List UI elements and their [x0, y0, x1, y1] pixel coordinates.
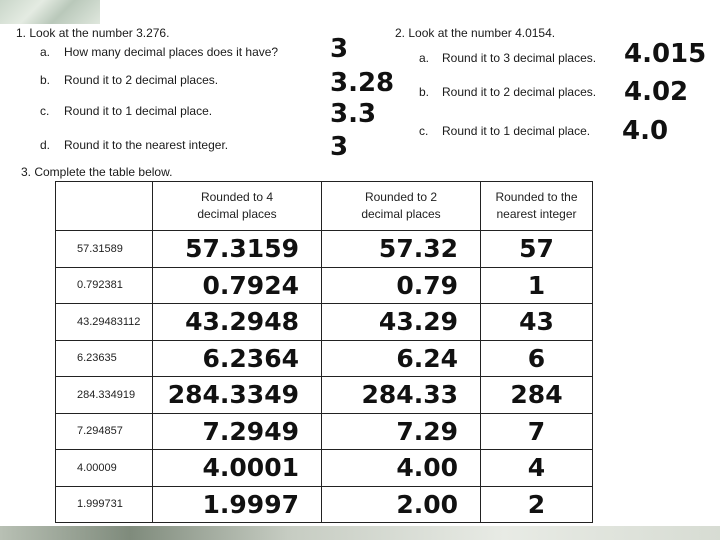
rounded-2dp-cell: 7.29	[322, 413, 481, 450]
q1c-label: c.	[40, 104, 50, 118]
q1d-label: d.	[40, 138, 51, 152]
rounded-integer-cell: 6	[481, 340, 593, 377]
given-number-cell: 284.334919	[56, 377, 153, 414]
rounded-4dp-cell: 7.2949	[153, 413, 322, 450]
q2b-answer: 4.02	[624, 77, 689, 107]
rounded-integer-cell: 43	[481, 304, 593, 341]
table-header-row	[56, 182, 593, 231]
table-row	[56, 486, 593, 523]
rounded-4dp-cell: 4.0001	[153, 450, 322, 487]
given-number-cell: 4.00009	[56, 450, 153, 487]
rounded-2dp-cell: 0.79	[322, 267, 481, 304]
given-number-cell: 43.29483112	[56, 304, 153, 341]
q1b-answer: 3.28	[330, 68, 395, 98]
rounded-integer-cell: 284	[481, 377, 593, 414]
header-4dp-text: Rounded to 4 decimal places	[197, 190, 277, 221]
bottom-decorative-bar	[0, 526, 720, 540]
q3-prompt: 3. Complete the table below.	[21, 165, 173, 179]
rounded-2dp-cell: 6.24	[322, 340, 481, 377]
rounded-4dp-cell: 43.2948	[153, 304, 322, 341]
rounded-integer-cell: 7	[481, 413, 593, 450]
header-2dp-text: Rounded to 2 decimal places	[361, 190, 441, 221]
q1c-answer: 3.3	[330, 99, 377, 129]
q1b-question: Round it to 2 decimal places.	[64, 73, 219, 87]
header-integer	[481, 182, 593, 231]
q2-prompt: 2. Look at the number 4.0154.	[395, 26, 556, 40]
table-row	[56, 304, 593, 341]
rounded-integer-cell: 57	[481, 231, 593, 268]
q1d-answer: 3	[330, 132, 349, 162]
rounded-integer-cell: 4	[481, 450, 593, 487]
rounded-2dp-cell: 4.00	[322, 450, 481, 487]
q1a-question: How many decimal places does it have?	[64, 45, 279, 59]
table-row	[56, 231, 593, 268]
header-blank	[56, 182, 153, 231]
table-row	[56, 413, 593, 450]
q2c-answer: 4.0	[622, 116, 669, 146]
table-row	[56, 450, 593, 487]
rounded-integer-cell: 2	[481, 486, 593, 523]
q1-prompt: 1. Look at the number 3.276.	[16, 26, 170, 40]
q2a-question: Round it to 3 decimal places.	[442, 51, 597, 65]
rounded-2dp-cell: 2.00	[322, 486, 481, 523]
rounded-2dp-cell: 284.33	[322, 377, 481, 414]
q1c-question: Round it to 1 decimal place.	[64, 104, 213, 118]
rounded-2dp-cell: 57.32	[322, 231, 481, 268]
given-number-cell: 57.31589	[56, 231, 153, 268]
header-4dp	[153, 182, 322, 231]
given-number-cell: 1.999731	[56, 486, 153, 523]
rounded-4dp-cell: 284.3349	[153, 377, 322, 414]
table-row	[56, 340, 593, 377]
q2a-answer: 4.015	[624, 39, 707, 69]
given-number-cell: 0.792381	[56, 267, 153, 304]
rounded-integer-cell: 1	[481, 267, 593, 304]
q1b-label: b.	[40, 73, 51, 87]
given-number-cell: 6.23635	[56, 340, 153, 377]
given-number-cell: 7.294857	[56, 413, 153, 450]
corner-decorative-image	[0, 0, 100, 24]
rounded-4dp-cell: 0.7924	[153, 267, 322, 304]
q2b-question: Round it to 2 decimal places.	[442, 85, 597, 99]
q2c-question: Round it to 1 decimal place.	[442, 124, 591, 138]
rounded-4dp-cell: 57.3159	[153, 231, 322, 268]
rounding-table	[55, 181, 593, 523]
rounded-2dp-cell: 43.29	[322, 304, 481, 341]
header-integer-text: Rounded to the nearest integer	[495, 190, 578, 221]
header-2dp	[322, 182, 481, 231]
rounded-4dp-cell: 1.9997	[153, 486, 322, 523]
q1a-answer: 3	[330, 34, 349, 64]
table-row	[56, 267, 593, 304]
q1a-label: a.	[40, 45, 51, 59]
q1d-question: Round it to the nearest integer.	[64, 138, 229, 152]
q2a-label: a.	[419, 51, 430, 65]
q2c-label: c.	[419, 124, 429, 138]
table-row	[56, 377, 593, 414]
rounded-4dp-cell: 6.2364	[153, 340, 322, 377]
q2b-label: b.	[419, 85, 430, 99]
